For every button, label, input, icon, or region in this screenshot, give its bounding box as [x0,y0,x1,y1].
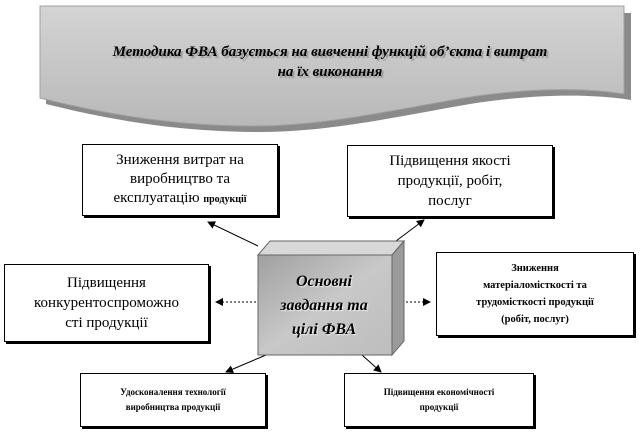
box-technology-improvement [80,373,266,427]
box-technology-line2: виробництва продукції [125,402,221,412]
box-quality-improvement-line2: продукції, робіт, [397,173,503,189]
box-material-labor-line4: (робіт, послуг) [501,314,569,325]
box-cost-reduction-line1: Зниження витрат на [116,152,244,168]
banner-title-line1: Методика ФВА базується на вивченні функцій об’єкта і витрат [112,44,548,60]
box-material-labor-reduction [436,252,634,336]
box-material-labor-line2: матеріаломісткості та [483,280,587,291]
box-competitiveness-line2: конкурентоспроможно [34,295,179,311]
box-material-labor-line1: Зниження [511,263,559,274]
box-cost-reduction-line3: експлуатацію продукції [113,190,247,206]
box-quality-improvement [347,145,553,217]
box-technology-line1: Удосконалення технології [120,387,226,397]
center-title-line2: завдання та [280,296,368,314]
box-economy-line1: Підвищення економічності [383,387,495,397]
box-quality-improvement-line1: Підвищення якості [389,153,511,169]
box-cost-reduction-small: продукції [203,194,247,205]
center-title-line1: Основні [295,272,352,290]
center-title-line3: цілі ФВА [291,320,357,338]
box-economy-improvement [344,373,534,427]
box-economy-line2: продукції [419,402,459,412]
box-competitiveness-line3: сті продукції [65,315,148,331]
box-competitiveness-line1: Підвищення [67,275,146,291]
box-quality-improvement-line3: послуг [428,193,472,209]
box-material-labor-line3: трудомісткості продукції [476,297,594,308]
box-cost-reduction-line2: виробництво та [129,171,230,187]
box-competitiveness [4,264,209,342]
banner-title-line2: на їх виконання [277,64,383,80]
center-title [258,258,390,353]
box-cost-reduction [82,144,278,216]
